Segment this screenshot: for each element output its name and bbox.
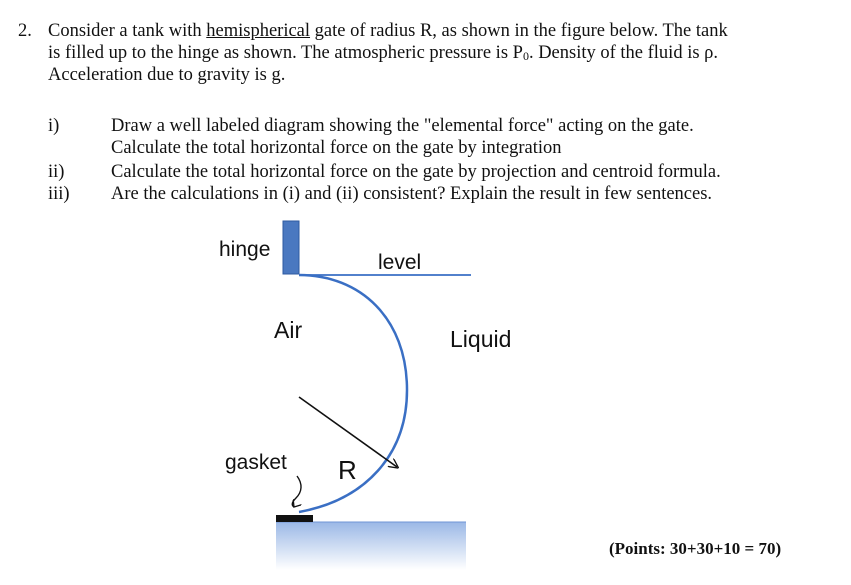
- radius-label: R: [338, 455, 357, 485]
- item-iii-line-1: Are the calculations in (i) and (ii) consistent? Explain the result in few sentences.: [111, 184, 713, 204]
- gasket-label: gasket: [225, 451, 287, 474]
- air-label: Air: [274, 317, 303, 343]
- item-roman-ii: ii): [48, 162, 65, 182]
- item-roman-iii: iii): [48, 184, 70, 204]
- question-number: 2.: [18, 21, 32, 41]
- liquid-label: Liquid: [450, 326, 512, 352]
- question-line-3: Acceleration due to gravity is g.: [48, 65, 286, 85]
- item-roman-i: i): [48, 116, 60, 136]
- item-i-line-2: Calculate the total horizontal force on the gate by integration: [111, 138, 562, 158]
- question-line-2-pre: is filled up to the hinge as shown. The atmospheric pressure is P: [48, 43, 523, 63]
- item-i-line-1: Draw a well labeled diagram showing the "elemental force" acting on the gate.: [111, 116, 694, 136]
- hinge: [283, 221, 299, 274]
- item-ii-line-1: Calculate the total horizontal force on the gate by projection and centroid formula.: [111, 162, 721, 182]
- underlined-word: hemispherical: [206, 21, 311, 41]
- question-line-2-post: . Density of the fluid is ρ.: [528, 43, 719, 63]
- points-summary: (Points: 30+30+10 = 70): [609, 539, 782, 558]
- gasket: [276, 515, 313, 522]
- hinge-label: hinge: [219, 238, 271, 261]
- question-line-1-post: gate of radius R, as shown in the figure below. The tank: [310, 21, 728, 41]
- tank-floor: [276, 522, 466, 570]
- pressure-subscript: 0: [522, 49, 529, 63]
- level-label: level: [378, 251, 422, 274]
- gasket-pointer-arrow: [292, 476, 301, 507]
- question-line-1-pre: Consider a tank with: [48, 21, 207, 41]
